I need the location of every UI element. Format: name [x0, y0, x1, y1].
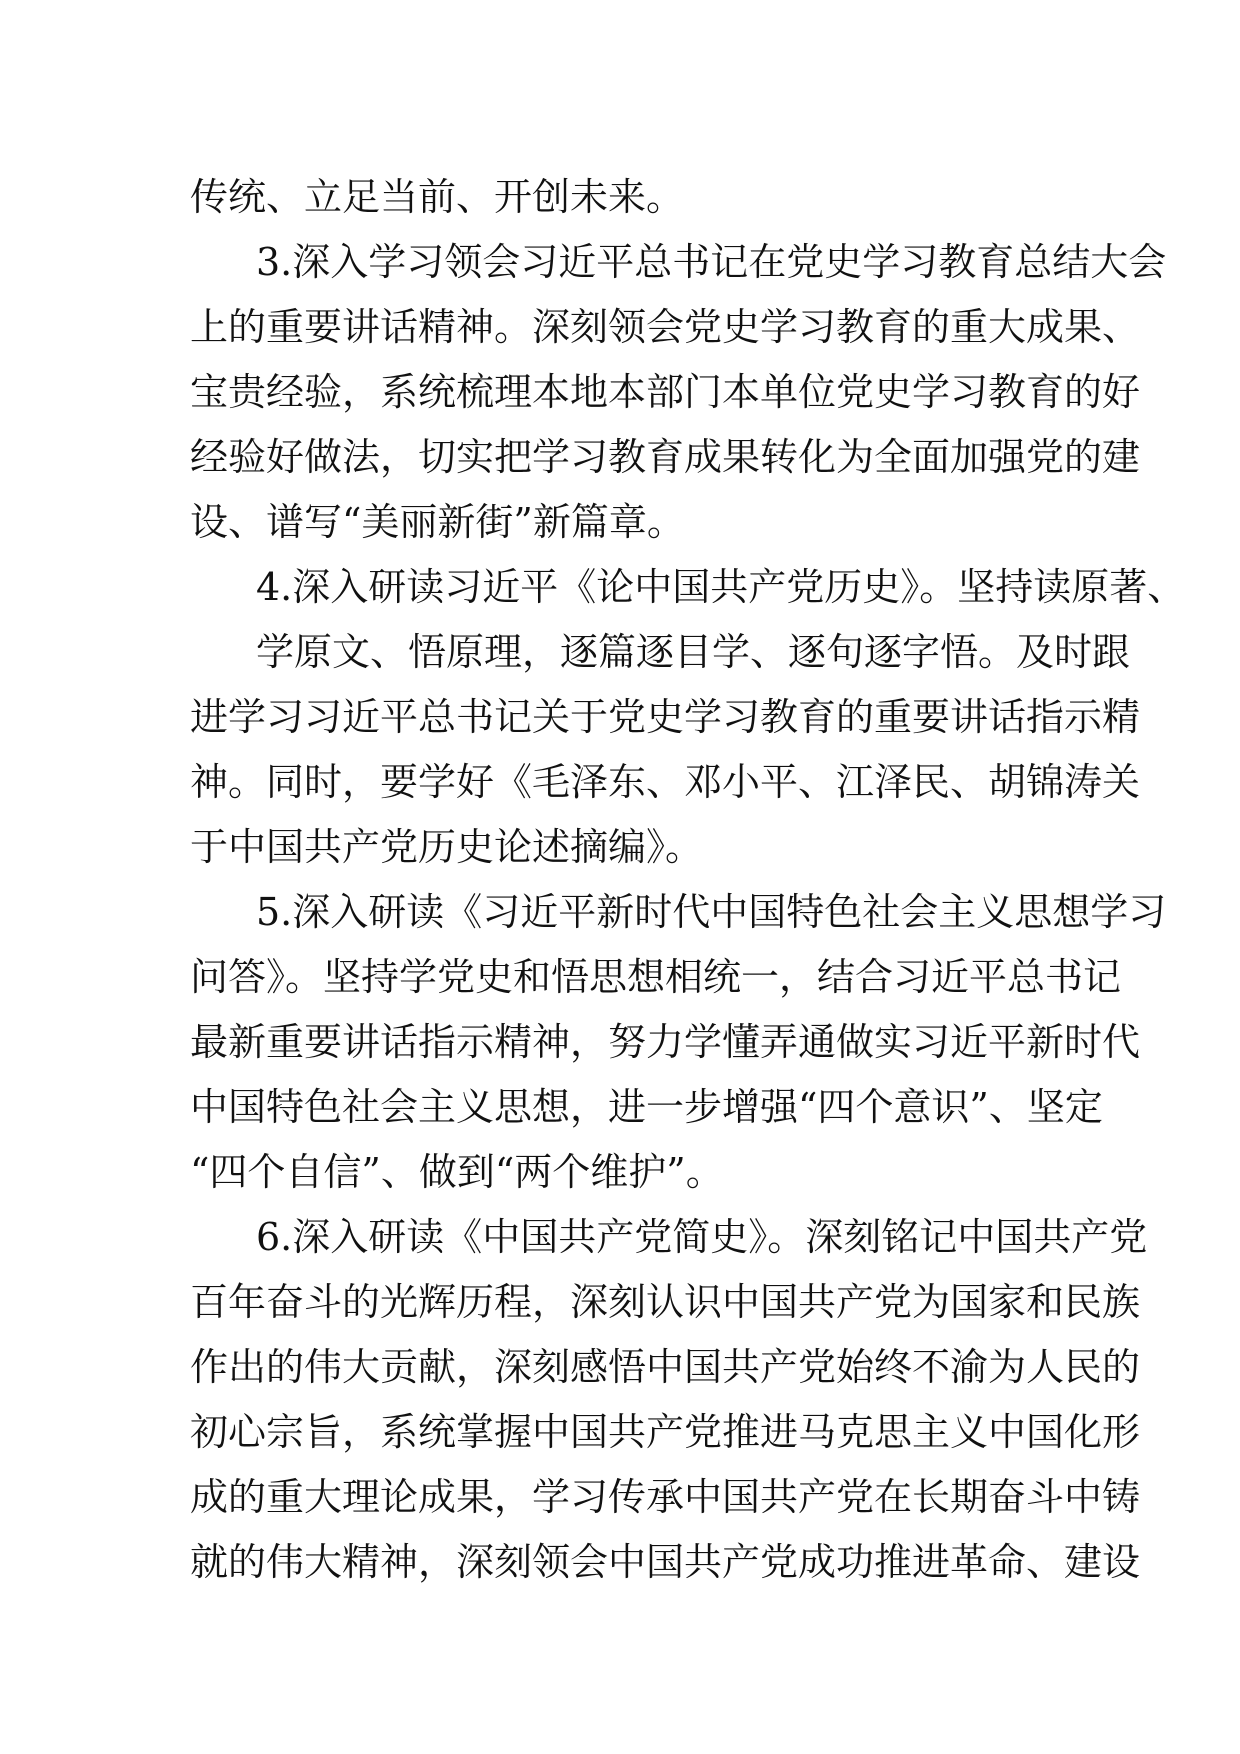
text-line: 初心宗旨，系统掌握中国共产党推进马克思主义中国化形 [190, 1410, 1141, 1454]
text-line: 最新重要讲话指示精神，努力学懂弄通做实习近平新时代 [190, 1020, 1141, 1064]
text-line: 传统、立足当前、开创未来。 [190, 175, 685, 219]
text-line: 3.深入学习领会习近平总书记在党史学习教育总结大会 [256, 240, 1167, 284]
text-line: 神。同时，要学好《毛泽东、邓小平、江泽民、胡锦涛关 [190, 760, 1141, 804]
text-line: 学原文、悟原理，逐篇逐目学、逐句逐字悟。及时跟 [256, 630, 1131, 674]
text-line: 就的伟大精神，深刻领会中国共产党成功推进革命、建设 [190, 1540, 1141, 1584]
text-line: 于中国共产党历史论述摘编》。 [190, 825, 704, 869]
text-line: 进学习习近平总书记关于党史学习教育的重要讲话指示精 [190, 695, 1141, 739]
text-line: 成的重大理论成果，学习传承中国共产党在长期奋斗中铸 [190, 1475, 1141, 1519]
text-line: 中国特色社会主义思想，进一步增强“四个意识”、坚定 [190, 1085, 1103, 1129]
text-line: 5.深入研读《习近平新时代中国特色社会主义思想学习 [256, 890, 1167, 934]
text-line: “四个自信”、做到“两个维护”。 [190, 1150, 724, 1194]
text-line: 4.深入研读习近平《论中国共产党历史》。坚持读原著、 [256, 565, 1186, 609]
text-line: 宝贵经验，系统梳理本地本部门本单位党史学习教育的好 [190, 370, 1141, 414]
text-line: 问答》。坚持学党史和悟思想相统一，结合习近平总书记 [190, 955, 1122, 999]
text-line: 6.深入研读《中国共产党简史》。深刻铭记中国共产党 [256, 1215, 1148, 1259]
text-line: 作出的伟大贡献，深刻感悟中国共产党始终不渝为人民的 [190, 1345, 1141, 1389]
text-line: 上的重要讲话精神。深刻领会党史学习教育的重大成果、 [190, 305, 1141, 349]
text-line: 经验好做法，切实把学习教育成果转化为全面加强党的建 [190, 435, 1141, 479]
text-line: 百年奋斗的光辉历程，深刻认识中国共产党为国家和民族 [190, 1280, 1141, 1324]
text-line: 设、谱写“美丽新街”新篇章。 [190, 500, 685, 544]
